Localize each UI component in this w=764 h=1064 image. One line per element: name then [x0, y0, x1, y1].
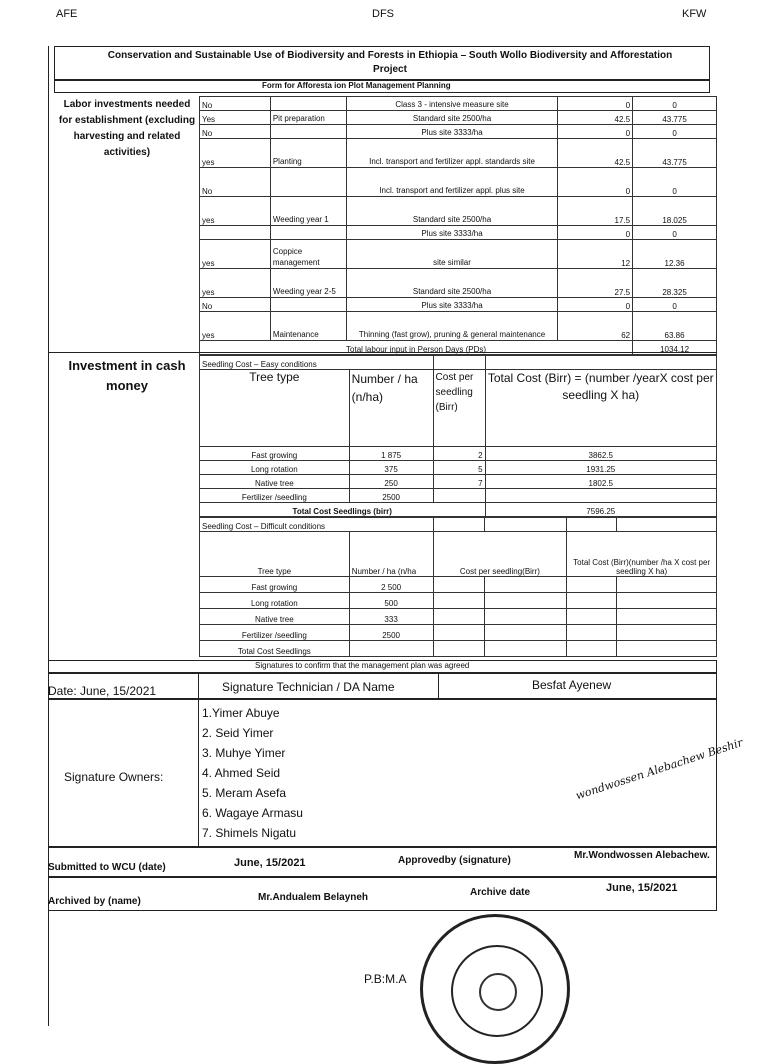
corner-right: KFW: [682, 8, 707, 20]
labor-row: No Class 3 - intensive measure site 0 0: [200, 97, 717, 111]
diff-table: [199, 517, 717, 657]
d-head-tree: Tree type: [200, 532, 350, 577]
easy-row: Fertilizer /seedling 2500: [200, 489, 717, 503]
approved-label: Approvedby (signature): [398, 855, 511, 866]
archived-label: Archived by (name): [48, 896, 141, 907]
owner-name: 6. Wagaye Armasu: [202, 806, 303, 820]
cash-divider: [48, 352, 717, 353]
easy-total-label: Total Cost Seedlings (birr): [200, 503, 486, 517]
easy-total: 7596.25: [485, 503, 716, 517]
labor-row: Yes Pit preparation Standard site 2500/ha 42.5 43.775: [200, 111, 717, 125]
head-total: Total Cost (Birr) = (number /yearX cost per seedling X ha): [485, 370, 716, 447]
diff-row: Total Cost Seedlings: [200, 641, 717, 657]
handwritten-signature: wondwossen Alebachew Beshir: [574, 735, 745, 803]
labor-row: yes Coppice management site similar 12 12.36: [200, 240, 717, 269]
cash-label: Investment in cash money: [68, 358, 186, 393]
diff-row: Long rotation 500: [200, 593, 717, 609]
diff-row: Native tree 333: [200, 609, 717, 625]
sign-date: Date: June, 15/2021: [48, 684, 157, 698]
diff-row: Fertilizer /seedling 2500: [200, 625, 717, 641]
archive-date: June, 15/2021: [606, 882, 678, 894]
labor-row: No Plus site 3333/ha 0 0: [200, 298, 717, 312]
labor-row: No Incl. transport and fertilizer appl. plus site 0 0: [200, 168, 717, 197]
archive-date-label: Archive date: [470, 887, 531, 898]
easy-table: [199, 355, 717, 517]
labor-total-row: Total labour input in Person Days (PDs) 1034.12: [200, 341, 717, 355]
office-stamp-icon: [420, 914, 570, 1064]
owner-name: 2. Seid Yimer: [202, 726, 274, 740]
pbma-text: P.B:M.A: [364, 972, 407, 986]
owner-name: 3. Muhye Yimer: [202, 746, 286, 760]
head-tree: Tree type: [200, 370, 350, 447]
tech-divider: [438, 673, 439, 699]
form-title: Form for Afforesta ion Plot Management Planning: [262, 81, 451, 90]
owner-name: 4. Ahmed Seid: [202, 766, 281, 780]
date-divider: [198, 673, 199, 699]
head-cost: Cost per seedling (Birr): [433, 370, 485, 447]
labor-row: yes Weeding year 2-5 Standard site 2500/ha 27.5 28.325: [200, 269, 717, 298]
easy-row: Native tree 250 7 1802.5: [200, 475, 717, 489]
labor-row: No Plus site 3333/ha 0 0: [200, 125, 717, 139]
labor-row: yes Weeding year 1 Standard site 2500/ha 17.5 18.025: [200, 197, 717, 226]
tech-label: Signature Technician / DA Name: [222, 680, 395, 694]
labor-row: yes Planting Incl. transport and fertilizer appl. standards site 42.5 43.775: [200, 139, 717, 168]
d-head-cost: Cost per seedling(Birr): [433, 532, 567, 577]
easy-row: Fast growing 1 875 2 3862.5: [200, 447, 717, 461]
page-title: Conservation and Sustainable Use of Biodiversity and Forests in Ethiopia – South Wollo Biodiversity and Afforestation Project: [107, 50, 673, 75]
labor-label: Labor investments needed for establishment (excluding harvesting and related activities): [58, 99, 196, 158]
corner-center: DFS: [372, 8, 394, 20]
diff-title: Seedling Cost – Difficult conditions: [200, 518, 434, 532]
owner-name: 5. Meram Asefa: [202, 786, 287, 800]
head-num: Number / ha (n/ha): [349, 370, 433, 447]
labor-row: yes Maintenance Thinning (fast grow), pruning & general maintenance 62 63.86: [200, 312, 717, 341]
labor-table: [199, 96, 717, 355]
d-head-total: Total Cost (Birr)(number /ha X cost per seedling X ha): [567, 532, 717, 577]
easy-row: Long rotation 375 5 1931.25: [200, 461, 717, 475]
tech-name: Besfat Ayenew: [532, 678, 612, 692]
owner-name: 1.Yimer Abuye: [202, 706, 280, 720]
easy-title: Seedling Cost – Easy conditions: [200, 356, 434, 370]
owners-divider: [198, 699, 199, 847]
submitted-label: Submitted to WCU (date): [48, 862, 166, 873]
corner-left: AFE: [56, 8, 78, 20]
diff-row: Fast growing 2 500: [200, 577, 717, 593]
labor-row: Plus site 3333/ha 0 0: [200, 226, 717, 240]
d-head-num: Number / ha (n/ha: [349, 532, 433, 577]
owner-name: 7. Shimels Nigatu: [202, 826, 297, 840]
approved-name: Mr.Wondwossen Alebachew.: [574, 850, 710, 861]
archived-name: Mr.Andualem Belayneh: [258, 892, 369, 903]
owners-label: Signature Owners:: [64, 770, 164, 784]
confirm-text: Signatures to confirm that the management plan was agreed: [255, 661, 470, 670]
submitted-date: June, 15/2021: [234, 857, 306, 869]
